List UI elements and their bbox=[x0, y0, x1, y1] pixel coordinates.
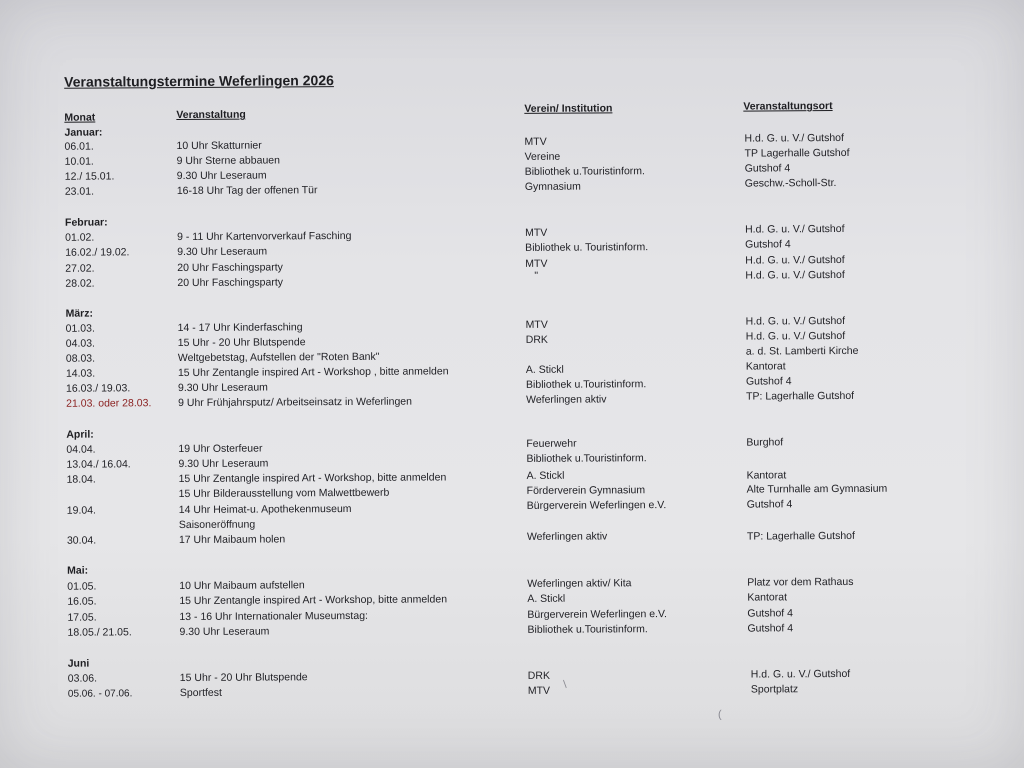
row-location: H.d. G. u. V./ Gutshof bbox=[744, 131, 844, 145]
row-location: Kantorat bbox=[745, 360, 786, 373]
row-location: Burghof bbox=[746, 436, 784, 449]
row-location: Kantorat bbox=[746, 469, 787, 482]
document-title: Veranstaltungstermine Weferlingen 2026 bbox=[64, 72, 334, 90]
row-date: 05.06. - 07.06. bbox=[67, 688, 133, 700]
row-event: Saisoneröffnung bbox=[178, 518, 256, 532]
row-organizer: Bürgerverein Weferlingen e.V. bbox=[527, 608, 667, 621]
row-date: 28.02. bbox=[65, 277, 95, 290]
row-organizer: Bibliothek u.Touristinform. bbox=[525, 378, 647, 391]
row-location: H.d. G. u. V./ Gutshof bbox=[745, 329, 846, 343]
row-location: H.d. G. u. V./ Gutshof bbox=[745, 253, 845, 267]
row-date: 04.04. bbox=[66, 443, 96, 456]
row-event: 9 Uhr Sterne abbauen bbox=[176, 154, 280, 168]
row-organizer: Förderverein Gymnasium bbox=[526, 484, 646, 497]
row-event: 9 - 11 Uhr Kartenvorverkauf Fasching bbox=[177, 229, 352, 244]
row-organizer: " bbox=[534, 269, 539, 282]
row-location: a. d. St. Lamberti Kirche bbox=[745, 344, 859, 358]
row-location: H.d. G. u. V./ Gutshof bbox=[745, 222, 845, 236]
row-organizer: DRK bbox=[527, 669, 550, 682]
row-date: 10.01. bbox=[64, 155, 94, 168]
row-location: Sportplatz bbox=[750, 683, 799, 696]
row-organizer: Bibliothek u.Touristinform. bbox=[524, 165, 645, 178]
row-event: 15 Uhr Zentangle inspired Art - Workshop, bitte anmelden bbox=[178, 471, 447, 486]
row-organizer: Weferlingen aktiv bbox=[526, 393, 607, 406]
row-organizer: A. Stickl bbox=[525, 363, 564, 376]
row-event: 19 Uhr Osterfeuer bbox=[178, 442, 263, 456]
row-location: Gutshof 4 bbox=[747, 622, 794, 635]
row-location: Alte Turnhalle am Gymnasium bbox=[746, 482, 888, 496]
row-event: 16-18 Uhr Tag der offenen Tür bbox=[176, 184, 318, 198]
row-organizer: Feuerwehr bbox=[526, 437, 577, 450]
row-location: Gutshof 4 bbox=[745, 375, 792, 388]
row-event: 10 Uhr Skatturnier bbox=[176, 139, 262, 153]
row-event: 20 Uhr Faschingsparty bbox=[177, 276, 284, 290]
row-location: Platz vor dem Rathaus bbox=[747, 575, 854, 589]
row-event: 15 Uhr - 20 Uhr Blutspende bbox=[177, 336, 306, 350]
row-location: H.d. G. u. V./ Gutshof bbox=[745, 268, 845, 282]
row-date: 13.04./ 16.04. bbox=[66, 458, 131, 471]
row-date: 19.04. bbox=[66, 504, 97, 517]
row-organizer: Weferlingen aktiv/ Kita bbox=[527, 577, 632, 590]
row-date: 23.01. bbox=[64, 185, 95, 198]
row-location: Kantorat bbox=[747, 591, 788, 604]
row-organizer: Bibliothek u.Touristinform. bbox=[526, 452, 647, 465]
row-event: 9.30 Uhr Leseraum bbox=[176, 169, 267, 183]
row-organizer: Bürgerverein Weferlingen e.V. bbox=[526, 499, 667, 512]
month-heading: Juni bbox=[67, 657, 90, 670]
row-event: 15 Uhr - 20 Uhr Blutspende bbox=[179, 671, 308, 685]
row-organizer: MTV bbox=[525, 226, 548, 239]
row-organizer: Weferlingen aktiv bbox=[526, 530, 608, 543]
row-date: 18.05./ 21.05. bbox=[67, 626, 132, 639]
month-heading: Januar: bbox=[64, 126, 103, 139]
month-heading: Mai: bbox=[67, 564, 89, 577]
row-location: TP: Lagerhalle Gutshof bbox=[746, 529, 855, 543]
row-location: TP Lagerhalle Gutshof bbox=[744, 146, 850, 160]
row-date: 16.02./ 19.02. bbox=[65, 246, 130, 259]
row-date: 16.05. bbox=[67, 595, 97, 608]
row-organizer: Bibliothek u.Touristinform. bbox=[527, 623, 648, 636]
row-event: 9.30 Uhr Leseraum bbox=[177, 381, 268, 395]
row-date: 01.02. bbox=[65, 231, 95, 244]
row-event: 9.30 Uhr Leseraum bbox=[179, 625, 270, 639]
header-organizer: Verein/ Institution bbox=[524, 102, 613, 115]
row-location: H.d. G. u. V./ Gutshof bbox=[750, 667, 851, 681]
header-location: Veranstaltungsort bbox=[743, 100, 833, 113]
month-heading: März: bbox=[65, 307, 94, 320]
row-date: 03.06. bbox=[67, 672, 98, 685]
row-organizer: A. Stickl bbox=[526, 469, 565, 482]
row-location: TP: Lagerhalle Gutshof bbox=[746, 389, 855, 403]
row-organizer: MTV bbox=[525, 257, 548, 270]
row-event: Weltgebetstag, Aufstellen der "Roten Bank" bbox=[177, 350, 380, 365]
row-organizer: A. Stickl bbox=[527, 592, 566, 605]
row-date: 12./ 15.01. bbox=[64, 170, 115, 183]
row-date: 27.02. bbox=[65, 262, 95, 275]
row-event: 20 Uhr Faschingsparty bbox=[177, 261, 283, 275]
row-date: 21.03. oder 28.03. bbox=[66, 397, 152, 410]
row-date: 30.04. bbox=[66, 534, 97, 547]
row-event: 10 Uhr Maibaum aufstellen bbox=[179, 579, 305, 593]
row-date: 01.03. bbox=[65, 322, 95, 335]
row-event: 9.30 Uhr Leseraum bbox=[178, 457, 269, 471]
row-date: 06.01. bbox=[64, 140, 94, 153]
row-event: Sportfest bbox=[179, 686, 222, 700]
row-location: H.d. G. u. V./ Gutshof bbox=[745, 314, 846, 328]
row-date: 04.03. bbox=[65, 337, 95, 350]
row-organizer: Bibliothek u. Touristinform. bbox=[525, 241, 649, 254]
row-date: 16.03./ 19.03. bbox=[65, 382, 131, 395]
row-event: 9.30 Uhr Leseraum bbox=[177, 245, 268, 259]
row-location: Gutshof 4 bbox=[746, 498, 793, 511]
row-date: 14.03. bbox=[65, 367, 96, 380]
month-heading: Februar: bbox=[64, 216, 108, 229]
row-event: 15 Uhr Zentangle inspired Art - Workshop, bitte anmelden bbox=[179, 593, 448, 608]
row-date: 08.03. bbox=[65, 352, 96, 365]
row-organizer: MTV bbox=[527, 684, 551, 697]
pen-mark-icon: / bbox=[560, 678, 571, 691]
header-month: Monat bbox=[64, 111, 96, 124]
header-event: Veranstaltung bbox=[176, 108, 246, 122]
row-event: 9 Uhr Frühjahrsputz/ Arbeitseinsatz in Weferlingen bbox=[178, 395, 412, 410]
row-location: Geschw.-Scholl-Str. bbox=[744, 177, 837, 190]
pen-mark-icon: ( bbox=[717, 708, 722, 721]
row-event: 17 Uhr Maibaum holen bbox=[178, 533, 286, 547]
row-date: 01.05. bbox=[67, 580, 97, 593]
row-location: Gutshof 4 bbox=[747, 607, 793, 620]
row-organizer: DRK bbox=[525, 333, 548, 346]
month-heading: April: bbox=[66, 428, 94, 441]
row-event: 15 Uhr Bilderausstellung vom Malwettbewerb bbox=[178, 486, 390, 501]
row-location: Gutshof 4 bbox=[744, 162, 791, 175]
row-event: 13 - 16 Uhr Internationaler Museumstag: bbox=[179, 609, 368, 624]
row-organizer: Gymnasium bbox=[524, 180, 581, 193]
row-organizer: MTV bbox=[525, 318, 548, 331]
row-date: 17.05. bbox=[67, 611, 97, 624]
row-organizer: MTV bbox=[524, 135, 547, 148]
row-date: 18.04. bbox=[66, 473, 96, 486]
row-organizer: Vereine bbox=[524, 150, 561, 163]
row-event: 14 - 17 Uhr Kinderfasching bbox=[177, 321, 303, 335]
row-event: 14 Uhr Heimat-u. Apothekenmuseum bbox=[178, 502, 352, 517]
row-location: Gutshof 4 bbox=[745, 238, 791, 251]
row-event: 15 Uhr Zentangle inspired Art - Workshop , bitte anmelden bbox=[177, 365, 449, 380]
